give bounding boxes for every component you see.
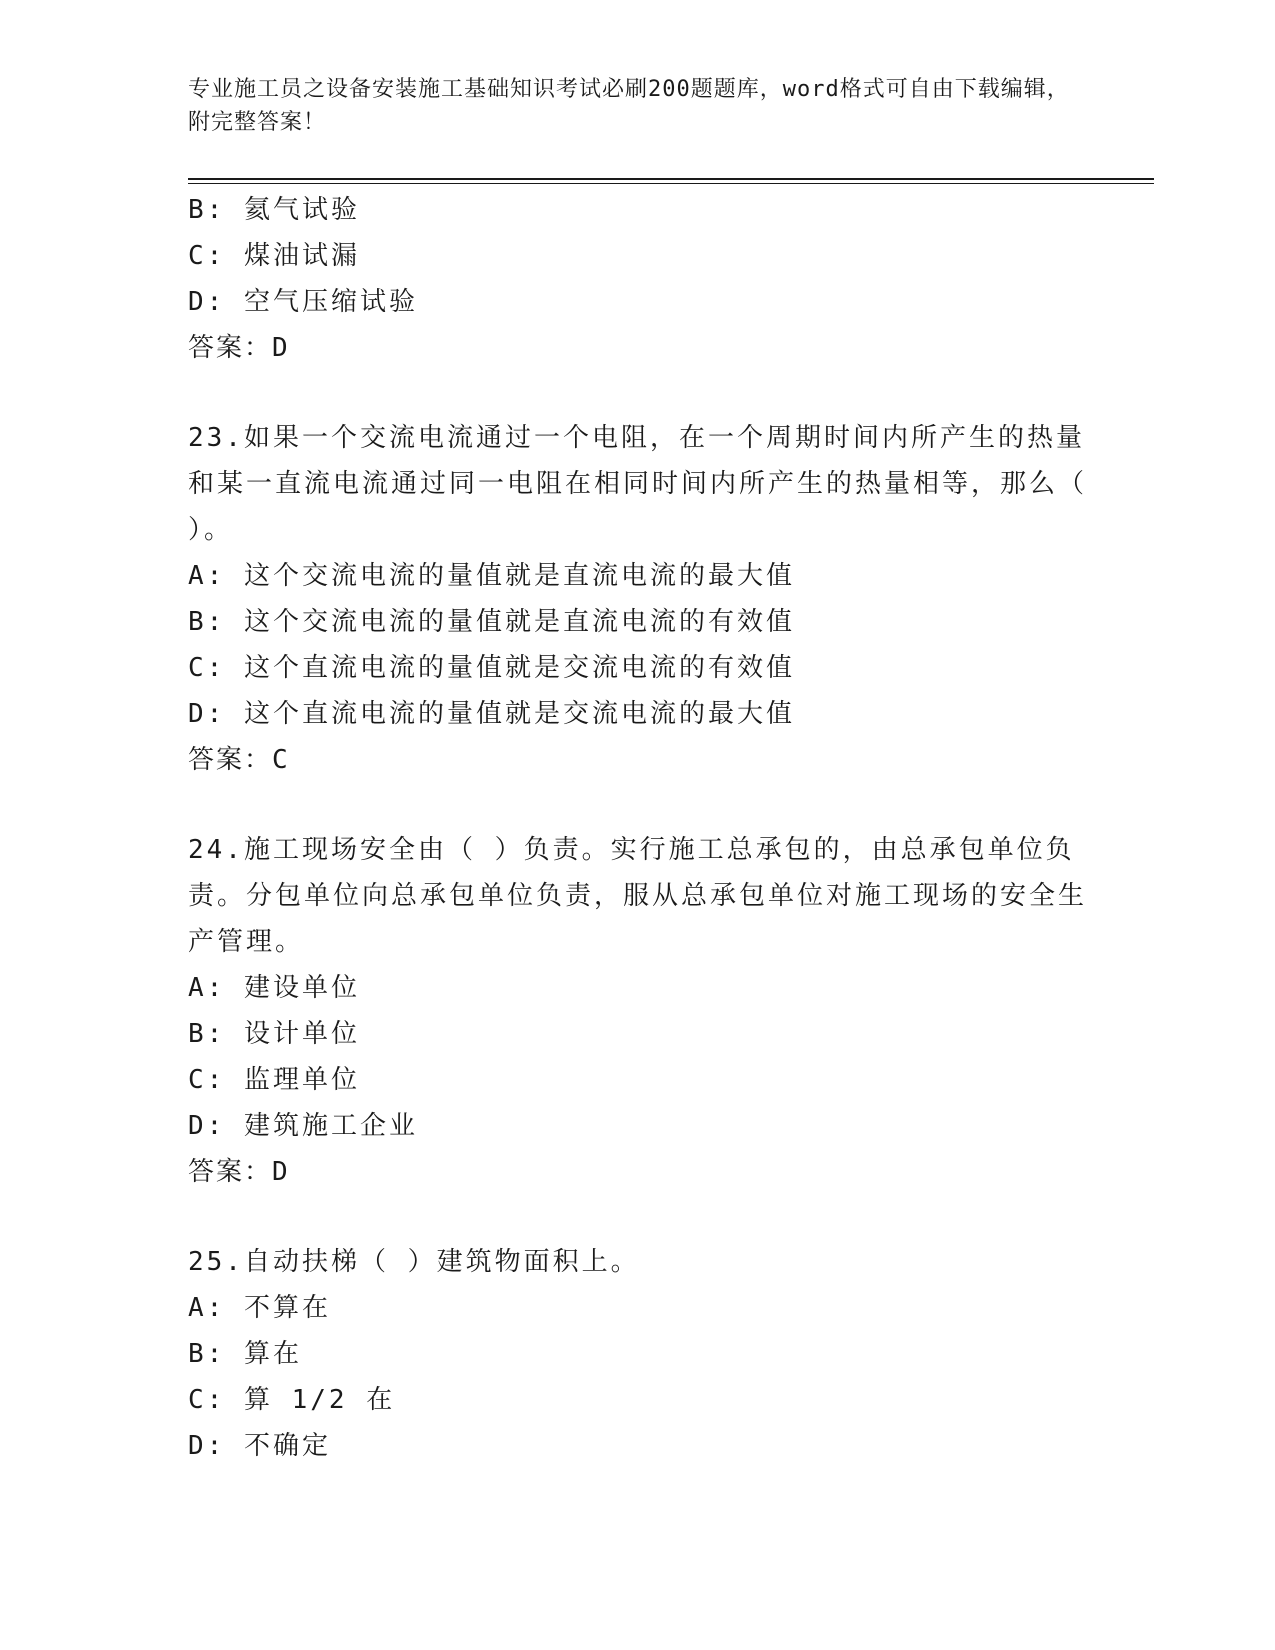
document-body bbox=[188, 187, 1088, 1469]
question-text: 24.施工现场安全由（ ）负责。实行施工总承包的，由总承包单位负责。分包单位向总承包单位负责，服从总承包单位对施工现场的安全生产管理。 bbox=[188, 835, 1088, 957]
header-divider bbox=[188, 178, 1154, 184]
option-c: C: 算 1/2 在 bbox=[188, 1385, 396, 1415]
option-a: A: 建设单位 bbox=[188, 973, 360, 1003]
answer-line: 答案：D bbox=[188, 333, 290, 363]
document-header: 专业施工员之设备安装施工基础知识考试必刷200题题库，word格式可自由下载编辑，附完整答案！ bbox=[188, 77, 1070, 135]
option-d: D: 不确定 bbox=[188, 1431, 331, 1461]
answer-line: 答案：C bbox=[188, 745, 290, 775]
question-22-block bbox=[188, 187, 1088, 371]
answer-line: 答案：D bbox=[188, 1157, 290, 1187]
option-d: D: 建筑施工企业 bbox=[188, 1111, 418, 1141]
question-24-block bbox=[188, 827, 1088, 1195]
option-c: C: 煤油试漏 bbox=[188, 241, 360, 271]
spacer bbox=[188, 1195, 1088, 1239]
option-d: D: 空气压缩试验 bbox=[188, 287, 418, 317]
question-23-block bbox=[188, 415, 1088, 783]
question-25-block bbox=[188, 1239, 1088, 1469]
option-a: A: 不算在 bbox=[188, 1293, 331, 1323]
option-c: C: 这个直流电流的量值就是交流电流的有效值 bbox=[188, 653, 795, 683]
option-b: B: 这个交流电流的量值就是直流电流的有效值 bbox=[188, 607, 795, 637]
question-text: 25.自动扶梯（ ）建筑物面积上。 bbox=[188, 1247, 640, 1277]
spacer bbox=[188, 371, 1088, 415]
option-b: B: 氦气试验 bbox=[188, 195, 360, 225]
option-b: B: 算在 bbox=[188, 1339, 302, 1369]
option-b: B: 设计单位 bbox=[188, 1019, 360, 1049]
spacer bbox=[188, 783, 1088, 827]
option-d: D: 这个直流电流的量值就是交流电流的最大值 bbox=[188, 699, 795, 729]
option-a: A: 这个交流电流的量值就是直流电流的最大值 bbox=[188, 561, 795, 591]
option-c: C: 监理单位 bbox=[188, 1065, 360, 1095]
question-text: 23.如果一个交流电流通过一个电阻，在一个周期时间内所产生的热量和某一直流电流通过同一电阻在相同时间内所产生的热量相等，那么（ ）。 bbox=[188, 423, 1088, 545]
